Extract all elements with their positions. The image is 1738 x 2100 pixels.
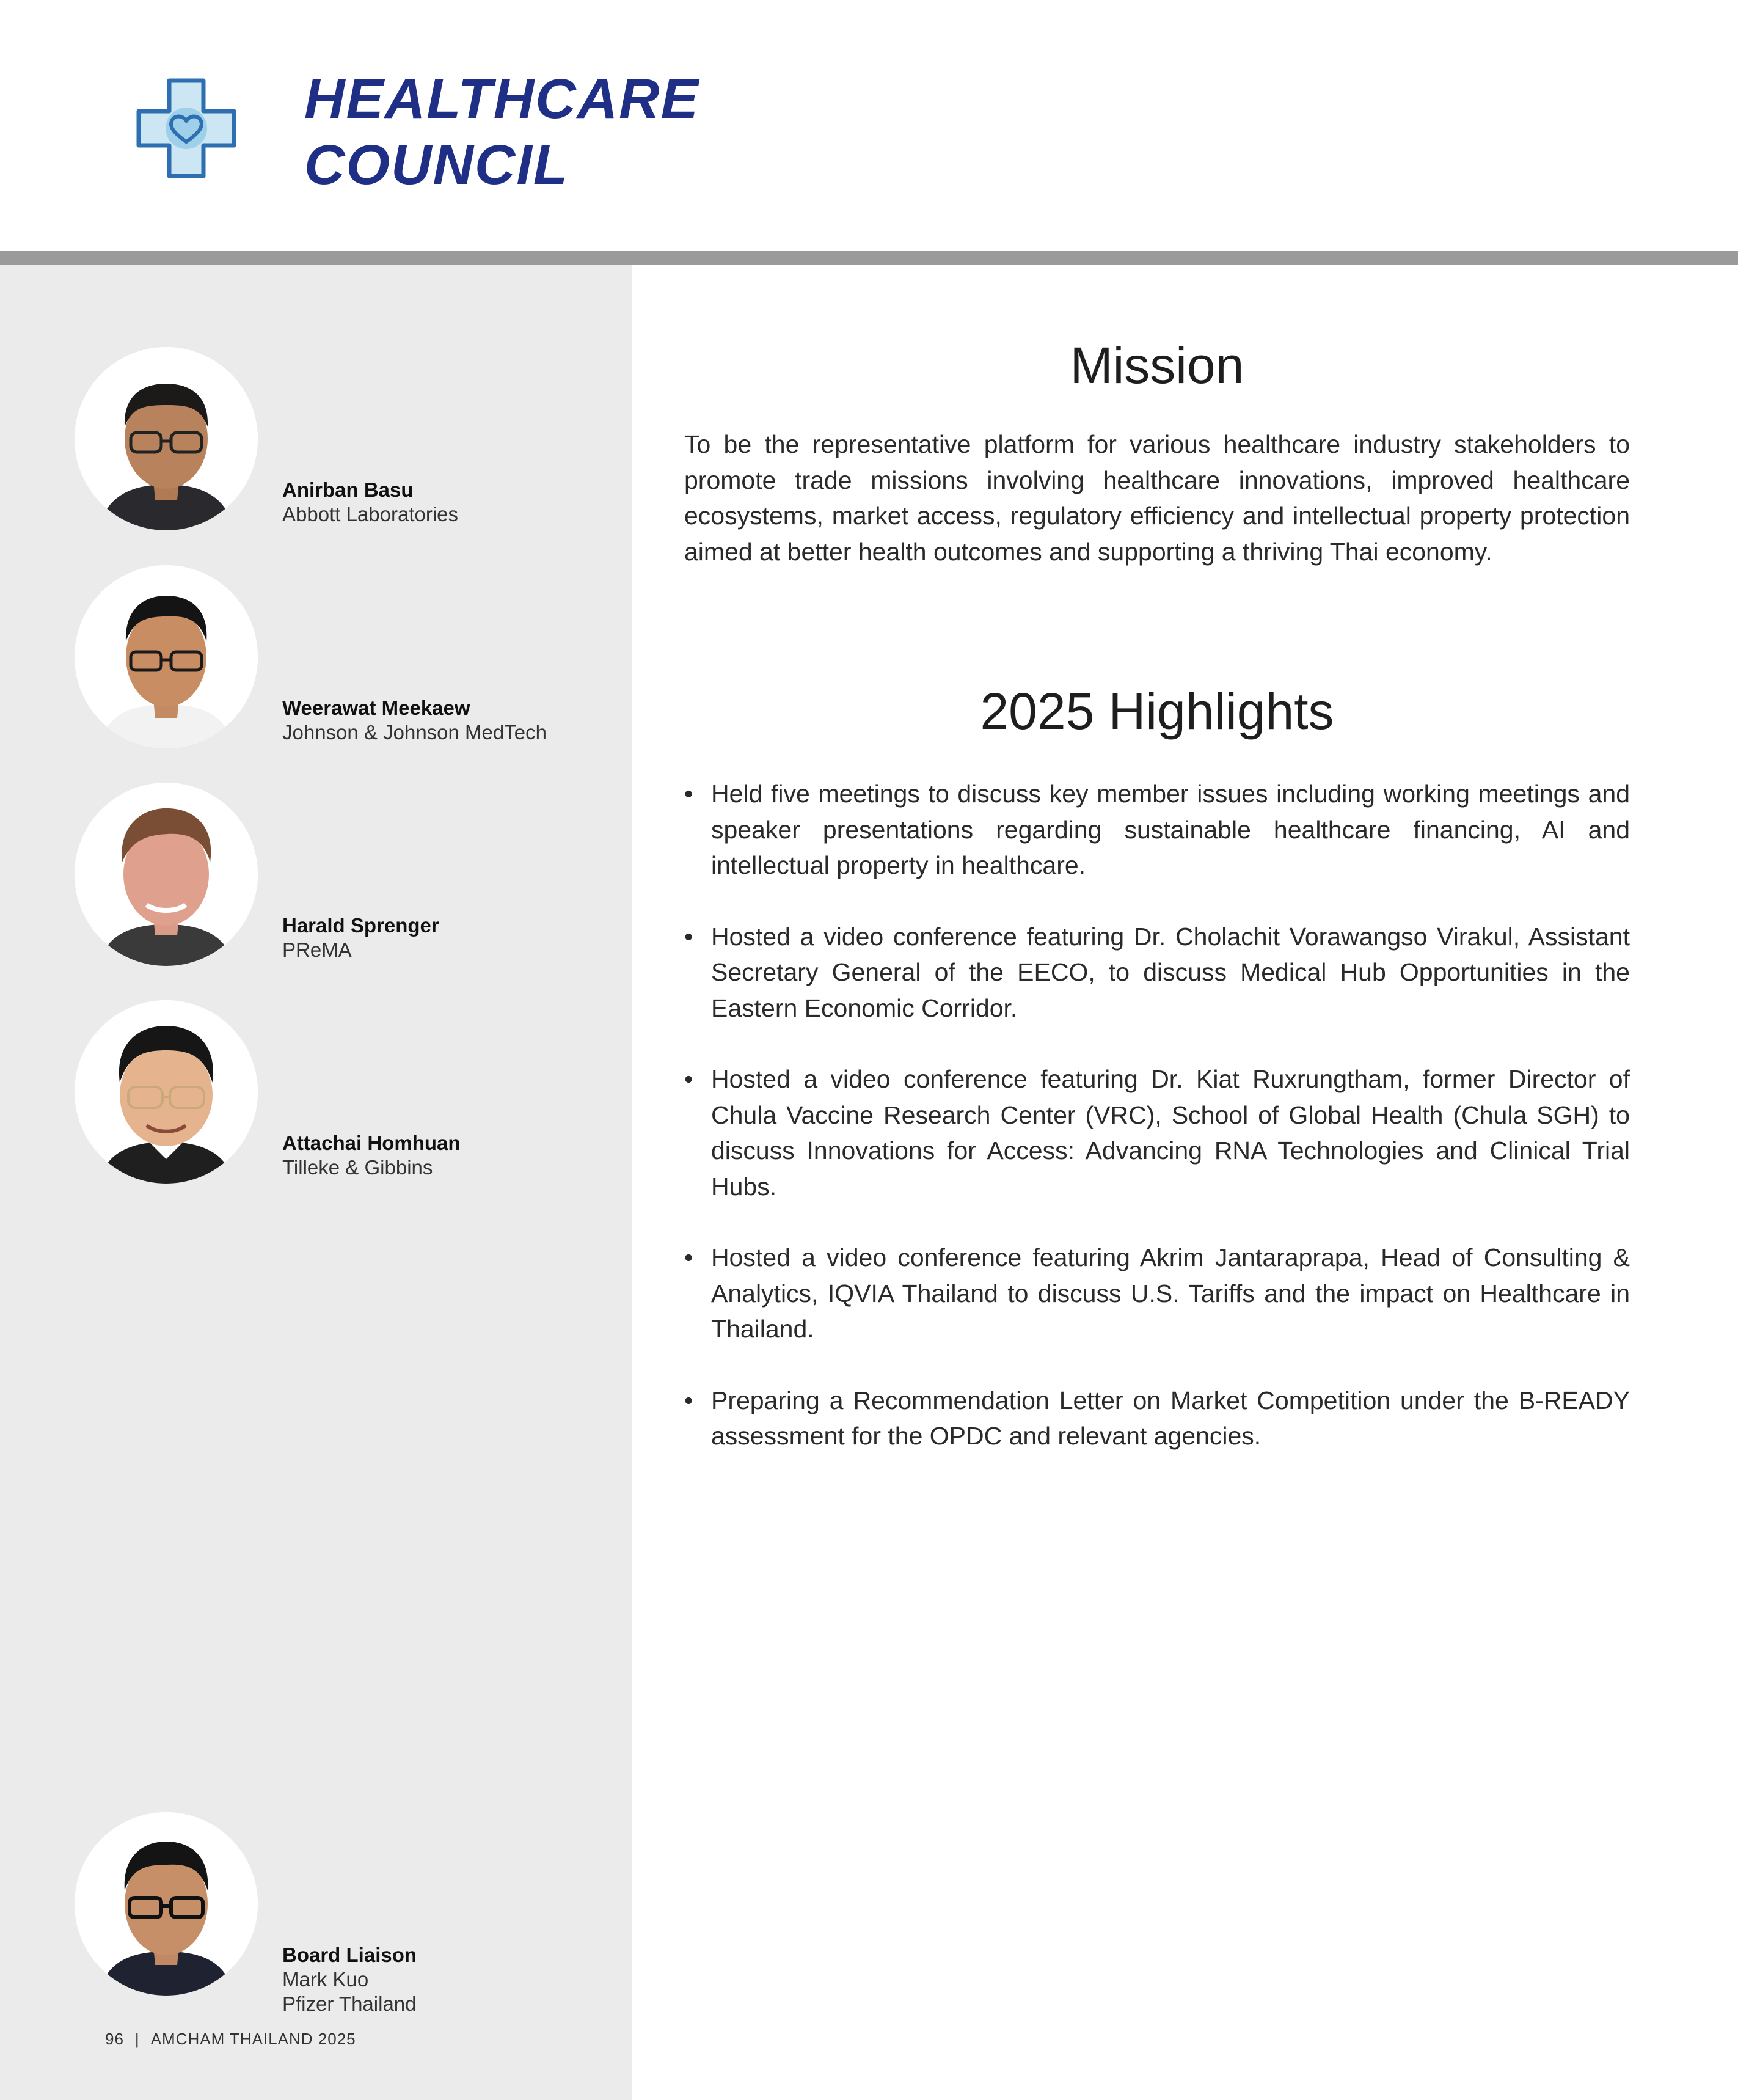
member-card	[75, 347, 624, 536]
member-card	[75, 1000, 624, 1190]
title-line-1: HEALTHCARE	[304, 68, 699, 130]
member-name: Weerawat Meekaew	[282, 697, 470, 719]
highlight-text: Hosted a video conference featuring Akrim Jantaraprapa, Head of Consulting & Analytics, IQVIA Thailand to discuss U.S. Tariffs and the impact on Healthcare in Thailand.	[711, 1243, 1630, 1343]
member-organization: Abbott Laboratories	[282, 503, 459, 525]
member-organization: Johnson & Johnson MedTech	[282, 721, 547, 744]
bullet-icon: •	[684, 922, 693, 951]
highlights-heading: 2025 Highlights	[980, 682, 1334, 740]
member-info	[282, 696, 547, 745]
list-item	[684, 776, 1630, 884]
member-name: Harald Sprenger	[282, 914, 439, 937]
medical-cross-heart-icon	[131, 73, 241, 183]
highlight-text: Preparing a Recommendation Letter on Market Competition under the B-READY assessment for the OPDC and relevant agencies.	[711, 1386, 1630, 1450]
highlight-text: Hosted a video conference featuring Dr. Kiat Ruxrungtham, former Director of Chula Vaccine Research Center (VRC), School of Global Health (Chula SGH) to discuss Innovations for Access: Advancing RNA Technologies and Clinical Trial Hubs.	[711, 1065, 1630, 1201]
footer-separator: |	[134, 2030, 140, 2048]
bullet-icon: •	[684, 1386, 693, 1414]
member-info	[282, 1131, 461, 1180]
avatar	[75, 565, 258, 748]
member-name: Anirban Basu	[282, 478, 414, 501]
page-title	[304, 66, 699, 198]
member-info	[282, 1943, 417, 2016]
header-divider	[0, 251, 1738, 265]
mission-text: To be the representative platform for various healthcare industry stakeholders to promote trade missions involving healthcare innovations, improved healthcare ecosystems, market access, regulatory efficiency and intellectual property protection aimed at better health outcomes and supporting a thriving Thai economy.	[684, 430, 1630, 566]
highlights-list	[684, 776, 1630, 1490]
member-card	[75, 565, 624, 755]
avatar	[75, 1812, 258, 1996]
list-item	[684, 1383, 1630, 1454]
list-item	[684, 1061, 1630, 1204]
list-item	[684, 919, 1630, 1026]
avatar	[75, 347, 258, 530]
highlight-text: Held five meetings to discuss key member issues including working meetings and speaker presentations regarding sustainable healthcare financing, AI and intellectual property in healthcare.	[711, 780, 1630, 879]
bullet-icon: •	[684, 1065, 693, 1093]
page-header	[0, 0, 1738, 251]
member-info	[282, 478, 458, 527]
avatar	[75, 1000, 258, 1184]
liaison-name: Mark Kuo	[282, 1968, 369, 1991]
list-item	[684, 1240, 1630, 1347]
highlight-text: Hosted a video conference featuring Dr. Cholachit Vorawangso Virakul, Assistant Secretary General of the EECO, to discuss Medical Hub Opportunities in the Eastern Economic Corridor.	[711, 922, 1630, 1022]
bullet-icon: •	[684, 1243, 693, 1271]
member-card	[75, 783, 624, 972]
title-line-2: COUNCIL	[304, 134, 569, 196]
liaison-role: Board Liaison	[282, 1944, 417, 1966]
member-info	[282, 913, 439, 962]
page-footer	[105, 2030, 356, 2049]
publication-name: AMCHAM THAILAND 2025	[150, 2030, 356, 2048]
board-liaison-card	[75, 1812, 624, 2020]
page-number: 96	[105, 2030, 124, 2048]
bullet-icon: •	[684, 780, 693, 808]
liaison-organization: Pfizer Thailand	[282, 1992, 417, 2015]
member-organization: Tilleke & Gibbins	[282, 1156, 433, 1179]
avatar	[75, 783, 258, 966]
mission-heading: Mission	[1070, 337, 1244, 394]
member-organization: PReMA	[282, 938, 352, 961]
member-name: Attachai Homhuan	[282, 1132, 461, 1154]
